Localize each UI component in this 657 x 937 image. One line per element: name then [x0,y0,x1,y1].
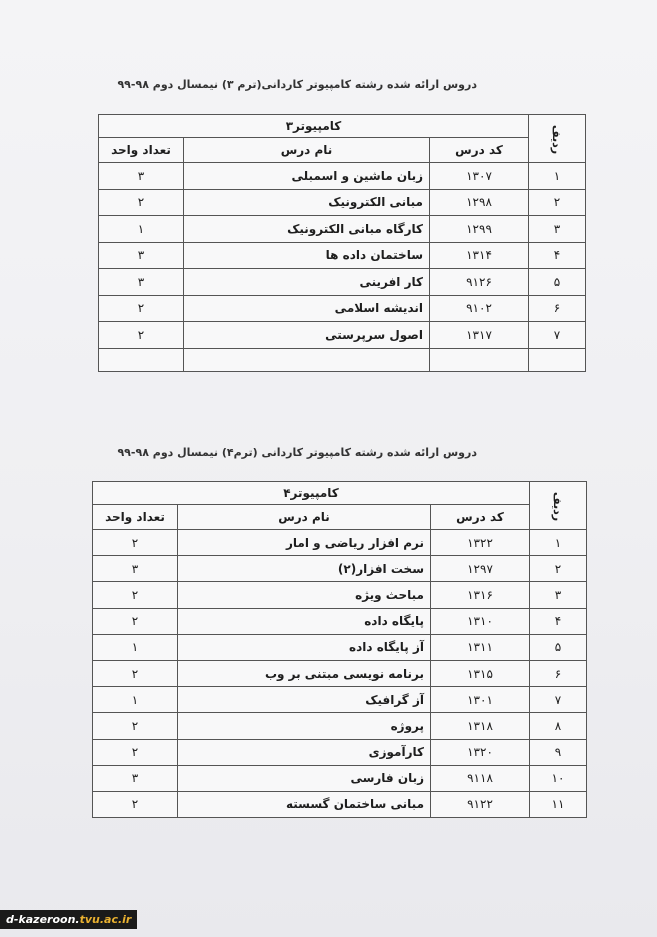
course-units: ۲ [93,739,178,765]
course-code: ۱۳۱۵ [431,660,530,686]
table-row [99,189,586,216]
course-units: ۳ [93,765,178,791]
table-1-body [99,163,586,372]
course-name: مباحث ویژه [178,582,431,608]
course-code: ۱۳۲۲ [431,530,530,556]
course-units: ۲ [93,582,178,608]
table-row [93,582,587,608]
course-code: ۱۳۱۰ [431,608,530,634]
course-name: مبانی الکترونیک [184,189,430,216]
row-number: ۲ [530,556,587,582]
course-name: آز پایگاه داده [178,634,431,660]
course-name: زبان فارسی [178,765,431,791]
course-units: ۲ [93,530,178,556]
course-units: ۳ [99,163,184,190]
empty-row [99,348,586,371]
course-table-term-4 [92,481,587,818]
course-code: ۱۲۹۹ [430,216,529,243]
table-row [93,713,587,739]
table-row [99,163,586,190]
table-row [93,660,587,686]
course-code: ۹۱۲۲ [431,791,530,817]
table-row [93,765,587,791]
row-number: ۵ [529,269,586,296]
course-units: ۲ [93,713,178,739]
course-name: کارگاه مبانی الکترونیک [184,216,430,243]
row-number: ۳ [530,582,587,608]
empty-cell [184,348,430,371]
course-code: ۱۳۰۱ [431,687,530,713]
row-number: ۹ [530,739,587,765]
course-units: ۳ [99,242,184,269]
row-number: ۶ [529,295,586,322]
row-number: ۶ [530,660,587,686]
course-name: زبان ماشین و اسمبلی [184,163,430,190]
course-units: ۲ [99,189,184,216]
course-code: ۹۱۰۲ [430,295,529,322]
course-code: ۱۳۰۷ [430,163,529,190]
row-number: ۱۱ [530,791,587,817]
course-name: برنامه نویسی مبتنی بر وب [178,660,431,686]
course-table-term-3 [98,114,586,372]
name-column-header: نام درس [184,138,430,163]
course-code: ۱۳۱۴ [430,242,529,269]
row-number: ۸ [530,713,587,739]
program-header: کامپیوتر۳ [99,115,529,138]
course-code: ۱۲۹۸ [430,189,529,216]
table-row [93,556,587,582]
course-code: ۱۲۹۷ [431,556,530,582]
course-code: ۱۳۱۸ [431,713,530,739]
table-2-body [93,530,587,818]
course-name: آز گرافیک [178,687,431,713]
course-units: ۲ [99,322,184,349]
row-number-header: ردیف [530,482,587,530]
course-code: ۱۳۲۰ [431,739,530,765]
course-units: ۲ [99,295,184,322]
course-units: ۱ [93,634,178,660]
empty-cell [529,348,586,371]
course-name: نرم افزار ریاضی و امار [178,530,431,556]
table-row [99,216,586,243]
table-row [93,687,587,713]
table-row [99,295,586,322]
row-number: ۷ [529,322,586,349]
table-1-title: دروس ارائه شده رشته کامپیوتر کاردانی(ترم ۳) نیمسال دوم ۹۸-۹۹ [117,78,477,91]
row-number: ۴ [529,242,586,269]
table-row [93,530,587,556]
course-name: کار افرینی [184,269,430,296]
course-units: ۱ [93,687,178,713]
row-number: ۱ [530,530,587,556]
empty-cell [430,348,529,371]
course-code: ۹۱۲۶ [430,269,529,296]
table-2-title: دروس ارائه شده رشته کامپیوتر کاردانی (ترم۴) نیمسال دوم ۹۸-۹۹ [117,446,477,459]
units-column-header: تعداد واحد [99,138,184,163]
row-number: ۷ [530,687,587,713]
code-column-header: کد درس [430,138,529,163]
units-column-header: تعداد واحد [93,505,178,530]
course-name: سخت افزار(۲) [178,556,431,582]
table-row [93,791,587,817]
code-column-header: کد درس [431,505,530,530]
table-row [93,608,587,634]
name-column-header: نام درس [178,505,431,530]
row-number: ۲ [529,189,586,216]
course-name: ساختمان داده ها [184,242,430,269]
table-row [99,269,586,296]
course-units: ۲ [93,608,178,634]
row-number: ۵ [530,634,587,660]
course-name: کارآموزی [178,739,431,765]
row-number: ۱۰ [530,765,587,791]
course-units: ۳ [99,269,184,296]
course-name: مبانی ساختمان گسسته [178,791,431,817]
row-number-header: ردیف [529,115,586,163]
course-units: ۲ [93,791,178,817]
program-header: کامپیوتر۴ [93,482,530,505]
course-code: ۱۳۱۱ [431,634,530,660]
course-code: ۱۳۱۷ [430,322,529,349]
row-number: ۴ [530,608,587,634]
table-row [93,634,587,660]
row-number: ۱ [529,163,586,190]
course-name: پروژه [178,713,431,739]
row-number: ۳ [529,216,586,243]
course-units: ۲ [93,660,178,686]
site-watermark: d-kazeroon.tvu.ac.ir [0,910,137,929]
course-name: اصول سرپرستی [184,322,430,349]
course-name: پایگاه داده [178,608,431,634]
table-row [99,242,586,269]
course-units: ۳ [93,556,178,582]
table-row [93,739,587,765]
course-code: ۱۳۱۶ [431,582,530,608]
course-units: ۱ [99,216,184,243]
empty-cell [99,348,184,371]
table-row [99,322,586,349]
course-name: اندیشه اسلامی [184,295,430,322]
course-code: ۹۱۱۸ [431,765,530,791]
